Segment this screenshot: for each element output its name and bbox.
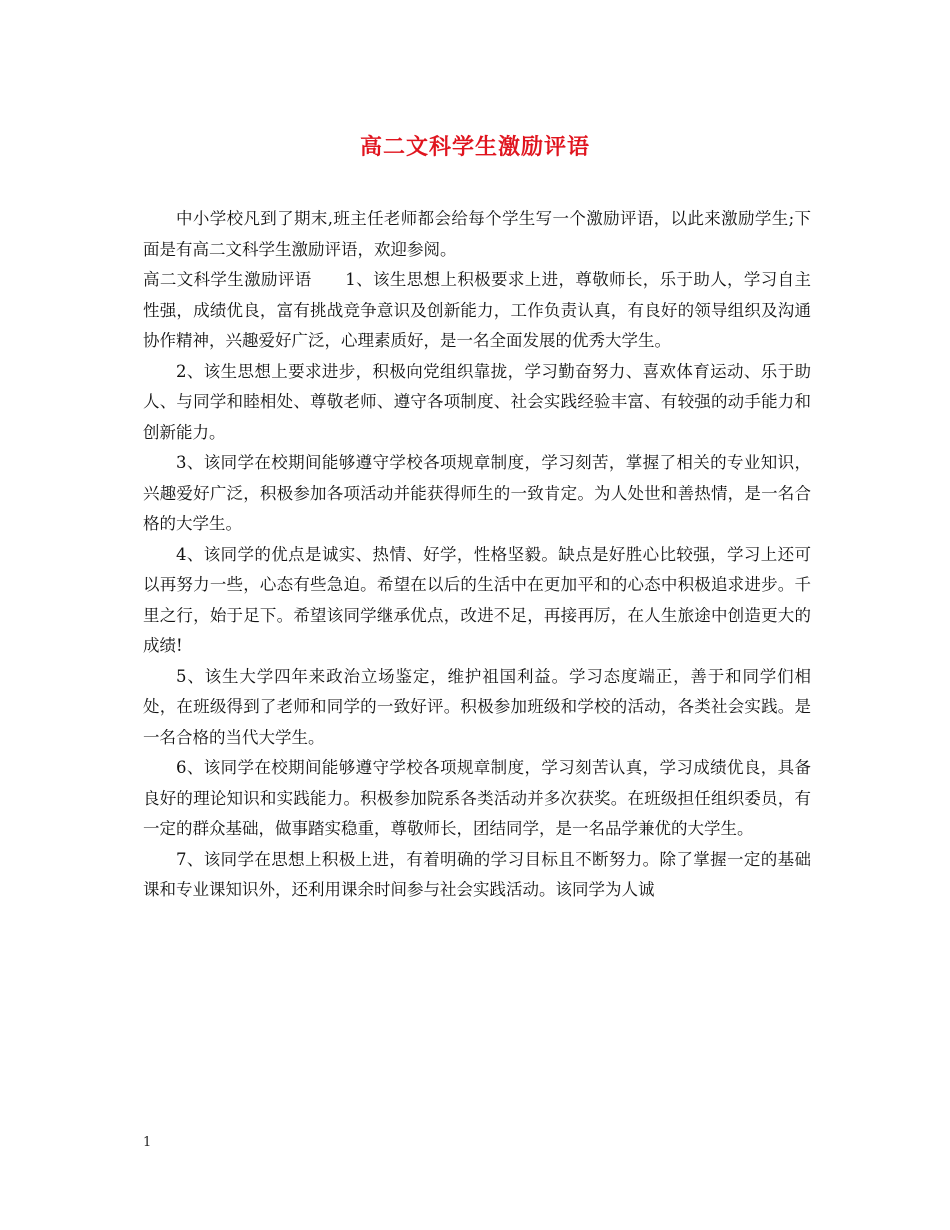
- comment-paragraph-6: 6、该同学在校期间能够遵守学校各项规章制度，学习刻苦认真，学习成绩优良，具备良好的理论知识和实践能力。积极参加院系各类活动并多次获奖。在班级担任组织委员，有一定的群众基础，做事踏实稳重，尊敬师长，团结同学，是一名品学兼优的大学生。: [143, 758, 811, 838]
- intro-paragraph: 中小学校凡到了期末,班主任老师都会给每个学生写一个激励评语，以此来激励学生;下面是有高二文科学生激励评语，欢迎参阅。: [143, 209, 811, 259]
- comment-paragraph-7: 7、该同学在思想上积极上进，有着明确的学习目标且不断努力。除了掌握一定的基础课和专业课知识外，还利用课余时间参与社会实践活动。该同学为人诚: [143, 849, 811, 899]
- comment-paragraph-5: 5、该生大学四年来政治立场鉴定，维护祖国利益。学习态度端正，善于和同学们相处，在班级得到了老师和同学的一致好评。积极参加班级和学校的活动，各类社会实践。是一名合格的当代大学生。: [143, 666, 811, 747]
- document-title: 高二文科学生激励评语: [359, 134, 590, 160]
- comment-paragraph-4: 4、该同学的优点是诚实、热情、好学，性格坚毅。缺点是好胜心比较强，学习上还可以再努力一些，心态有些急迫。希望在以后的生活中在更加平和的心态中积极追求进步。千里之行，始于足下。希望该同学继承优点，改进不足，再接再厉，在人生旅途中创造更大的成绩!: [143, 544, 811, 655]
- comment-paragraph-3: 3、该同学在校期间能够遵守学校各项规章制度，学习刻苦，掌握了相关的专业知识，兴趣爱好广泛，积极参加各项活动并能获得师生的一致肯定。为人处世和善热情，是一名合格的大学生。: [143, 453, 811, 533]
- document-body: [143, 204, 811, 906]
- comment-paragraph-2: 2、该生思想上要求进步，积极向党组织靠拢，学习勤奋努力、喜欢体育运动、乐于助人、与同学和睦相处、尊敬老师、遵守各项制度、社会实践经验丰富、有较强的动手能力和创新能力。: [143, 361, 811, 442]
- comment-paragraph-1: 高二文科学生激励评语 1、该生思想上积极要求上进，尊敬师长，乐于助人，学习自主性强，成绩优良，富有挑战竞争意识及创新能力，工作负责认真，有良好的领导组织及沟通协作精神，兴趣爱好广泛，心理素质好，是一名全面发展的优秀大学生。: [143, 270, 811, 350]
- page-number: 1: [143, 1135, 152, 1150]
